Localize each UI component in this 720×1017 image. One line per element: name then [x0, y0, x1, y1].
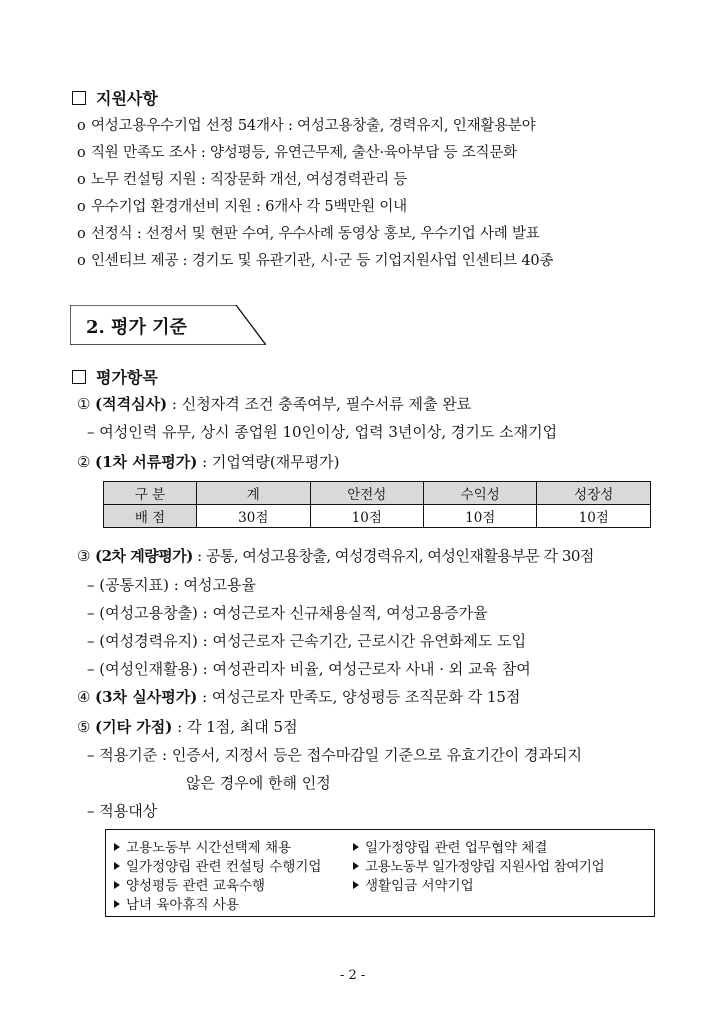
- support-item-3: o 노무 컨설팅 지원 : 직장문화 개선, 여성경력관리 등: [77, 172, 408, 188]
- triangle-bullet-icon: [114, 843, 120, 851]
- eval-step-3-detail-2: – (여성고용창출) : 여성근로자 신규채용실적, 여성고용증가율: [87, 604, 488, 622]
- support-item-6: o 인센티브 제공 : 경기도 및 유관기관, 시·군 등 기업지원사업 인센티브 40종: [77, 253, 554, 269]
- eval-step-5: ⑤ (기타 가점) : 각 1점, 최대 5점: [77, 718, 298, 736]
- triangle-bullet-icon: [353, 843, 359, 851]
- checkbox-square-icon: [72, 91, 86, 105]
- support-heading: 지원사항: [72, 86, 158, 109]
- target-item: 생활임금 서약기업: [353, 874, 474, 894]
- target-item: 양성평등 관련 교육수행: [114, 874, 265, 894]
- support-item-1: o 여성고용우수기업 선정 54개사 : 여성고용창출, 경력유지, 인재활용분야: [77, 118, 536, 134]
- score-table-header: 구 분 계 안전성 수익성 성장성: [104, 482, 651, 505]
- eval-step-3: ③ (2차 계량평가) : 공통, 여성고용창출, 여성경력유지, 여성인재활용부문 각 30점: [77, 547, 594, 565]
- score-table-row: 배 점 30점 10점 10점 10점: [104, 505, 651, 528]
- score-table: [103, 481, 651, 528]
- target-item: 일가정양립 관련 컨설팅 수행기업: [114, 855, 321, 875]
- target-item: 남녀 육아휴직 사용: [114, 893, 239, 913]
- eval-step-2: ② (1차 서류평가) : 기업역량(재무평가): [77, 453, 340, 471]
- triangle-bullet-icon: [353, 881, 359, 889]
- support-item-5: o 선정식 : 선정서 및 현판 수여, 우수사례 동영상 홍보, 우수기업 사례 발표: [77, 226, 540, 242]
- criteria-line-2: 않은 경우에 한해 인정: [186, 774, 331, 792]
- eval-heading: 평가항목: [72, 365, 158, 388]
- triangle-bullet-icon: [114, 881, 120, 889]
- eval-step-1-detail: – 여성인력 유무, 상시 종업원 10인이상, 업력 3년이상, 경기도 소재기업: [87, 423, 558, 441]
- target-item: 고용노동부 시간선택제 채용: [114, 836, 291, 856]
- target-label: – 적용대상: [87, 802, 158, 820]
- eval-step-3-detail-4: – (여성인재활용) : 여성관리자 비율, 여성근로자 사내 · 외 교육 참여: [87, 660, 531, 678]
- section-title: 2. 평가 기준: [86, 317, 187, 338]
- triangle-bullet-icon: [353, 862, 359, 870]
- triangle-bullet-icon: [114, 900, 120, 908]
- checkbox-square-icon: [72, 370, 86, 384]
- eval-step-4: ④ (3차 실사평가) : 여성근로자 만족도, 양성평등 조직문화 각 15점: [77, 688, 521, 706]
- target-box: [105, 829, 655, 917]
- target-item: 고용노동부 일가정양립 지원사업 참여기업: [353, 855, 604, 875]
- triangle-bullet-icon: [114, 862, 120, 870]
- page-number: - 2 -: [340, 968, 366, 983]
- eval-step-3-detail-1: – (공통지표) : 여성고용율: [87, 576, 256, 594]
- target-item: 일가정양립 관련 업무협약 체결: [353, 836, 547, 856]
- support-item-4: o 우수기업 환경개선비 지원 : 6개사 각 5백만원 이내: [77, 199, 407, 215]
- criteria-line-1: – 적용기준 : 인증서, 지정서 등은 접수마감일 기준으로 유효기간이 경과되지: [87, 746, 582, 764]
- eval-step-1: ① (적격심사) : 신청자격 조건 충족여부, 필수서류 제출 완료: [77, 395, 472, 413]
- section-title-tab: [70, 305, 266, 345]
- eval-step-3-detail-3: – (여성경력유지) : 여성근로자 근속기간, 근로시간 유연화제도 도입: [87, 632, 527, 650]
- support-item-2: o 직원 만족도 조사 : 양성평등, 유연근무제, 출산·육아부담 등 조직문화: [77, 145, 517, 161]
